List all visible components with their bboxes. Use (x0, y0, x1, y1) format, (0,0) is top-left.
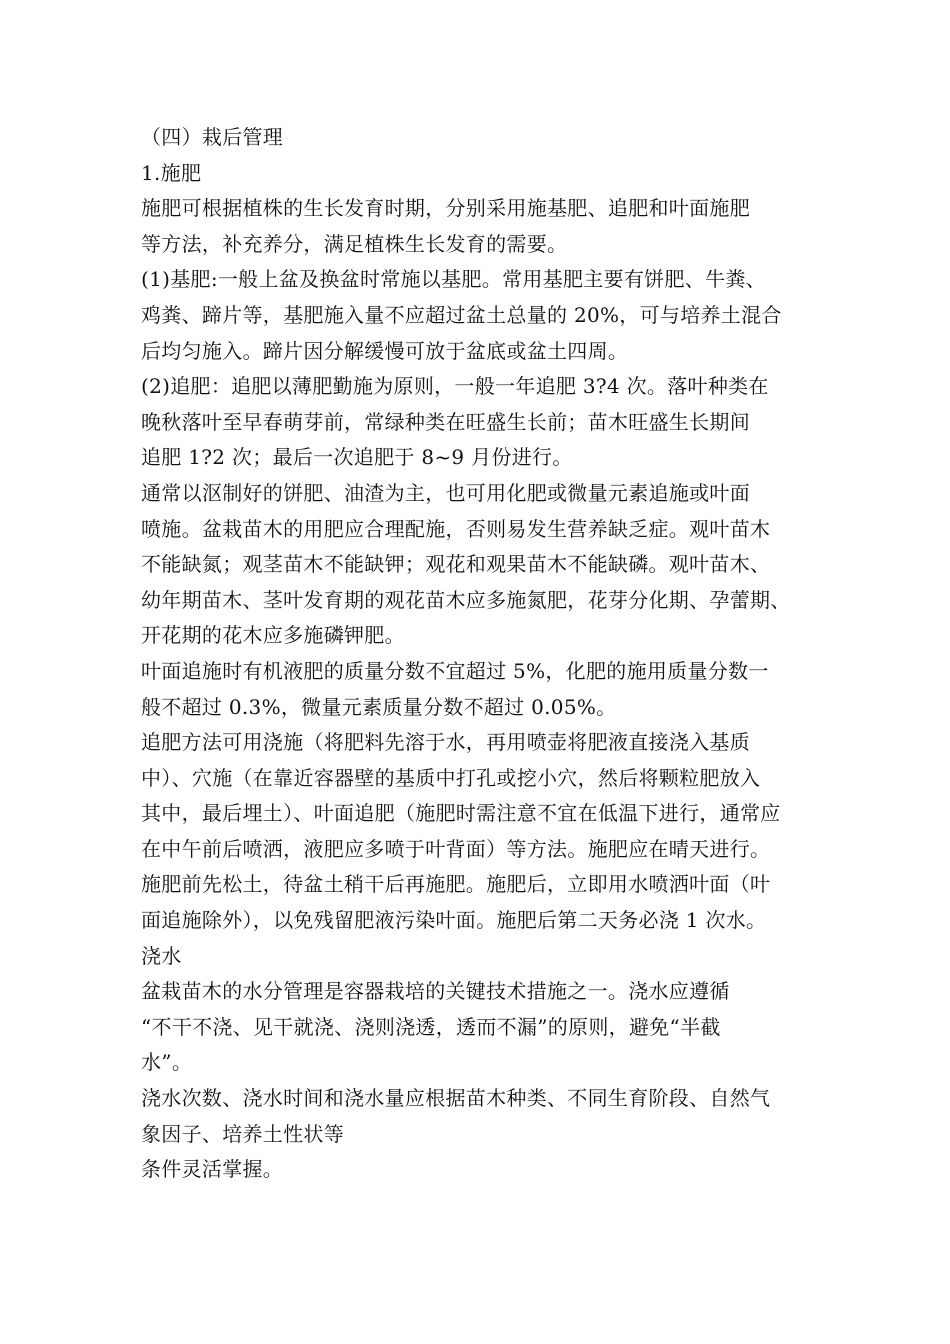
paragraph-line: 追肥 1?2 次；最后一次追肥于 8~9 月份进行。 (141, 445, 573, 470)
paragraph-line: 叶面追施时有机液肥的质量分数不宜超过 5%，化肥的施用质量分数一 (141, 658, 769, 683)
section-heading: （四）栽后管理 (141, 125, 284, 149)
paragraph-line: 中）、穴施（在靠近容器壁的基质中打孔或挖小穴，然后将颗粒肥放入 (141, 765, 761, 790)
paragraph-line: 象因子、培养土性状等 (141, 1121, 344, 1146)
paragraph-line: 后均匀施入。蹄片因分解缓慢可放于盆底或盆土四周。 (141, 338, 629, 363)
paragraph-line: 浇水次数、浇水时间和浇水量应根据苗木种类、不同生育阶段、自然气 (141, 1086, 771, 1111)
paragraph-line: (1)基肥:一般上盆及换盆时常施以基肥。常用基肥主要有饼肥、牛粪、 (141, 267, 766, 292)
paragraph-line: (2)追肥：追肥以薄肥勤施为原则，一般一年追肥 3?4 次。落叶种类在 (141, 374, 769, 399)
paragraph-line: 般不超过 0.3%，微量元素质量分数不超过 0.05%。 (141, 694, 617, 719)
paragraph-line: 追肥方法可用浇施（将肥料先溶于水，再用喷壶将肥液直接浇入基质 (141, 730, 750, 755)
paragraph-line: 喷施。盆栽苗木的用肥应合理配施，否则易发生营养缺乏症。观叶苗木 (141, 516, 771, 541)
paragraph-line: 晚秋落叶至早春萌芽前，常绿种类在旺盛生长前；苗木旺盛生长期间 (141, 409, 750, 434)
paragraph-line: 水”。 (141, 1050, 193, 1075)
paragraph-line: “不干不浇、见干就浇、浇则浇透，透而不漏”的原则，避免“半截 (141, 1014, 721, 1039)
paragraph-line: 开花期的花木应多施磷钾肥。 (141, 623, 405, 648)
paragraph-line: 面追施除外），以免残留肥液污染叶面。施肥后第二天务必浇 1 次水。 (141, 908, 767, 933)
paragraph-line: 盆栽苗木的水分管理是容器栽培的关键技术措施之一。浇水应遵循 (141, 979, 730, 1004)
subsection-heading-watering: 浇水 (141, 943, 182, 968)
paragraph-line: 等方法，补充养分，满足植株生长发育的需要。 (141, 231, 568, 256)
paragraph-line: 施肥可根据植株的生长发育时期，分别采用施基肥、追肥和叶面施肥 (141, 196, 750, 221)
paragraph-line: 其中，最后埋土）、叶面追肥（施肥时需注意不宜在低温下进行，通常应 (141, 801, 781, 826)
subsection-heading-fertilizing: 1.施肥 (141, 160, 202, 185)
paragraph-line: 施肥前先松土，待盆土稍干后再施肥。施肥后，立即用水喷洒叶面（叶 (141, 872, 771, 897)
paragraph-line: 鸡粪、蹄片等，基肥施入量不应超过盆土总量的 20%，可与培养土混合 (141, 302, 782, 327)
paragraph-line: 幼年期苗木、茎叶发育期的观花苗木应多施氮肥，花芽分化期、孕蕾期、 (141, 587, 791, 612)
paragraph-line: 不能缺氮；观茎苗木不能缺钾；观花和观果苗木不能缺磷。观叶苗木、 (141, 552, 771, 577)
document-body (141, 120, 831, 1188)
paragraph-line: 在中午前后喷洒，液肥应多喷于叶背面）等方法。施肥应在晴天进行。 (141, 836, 771, 861)
paragraph-line: 通常以沤制好的饼肥、油渣为主，也可用化肥或微量元素追施或叶面 (141, 480, 750, 505)
paragraph-line: 条件灵活掌握。 (141, 1157, 284, 1182)
